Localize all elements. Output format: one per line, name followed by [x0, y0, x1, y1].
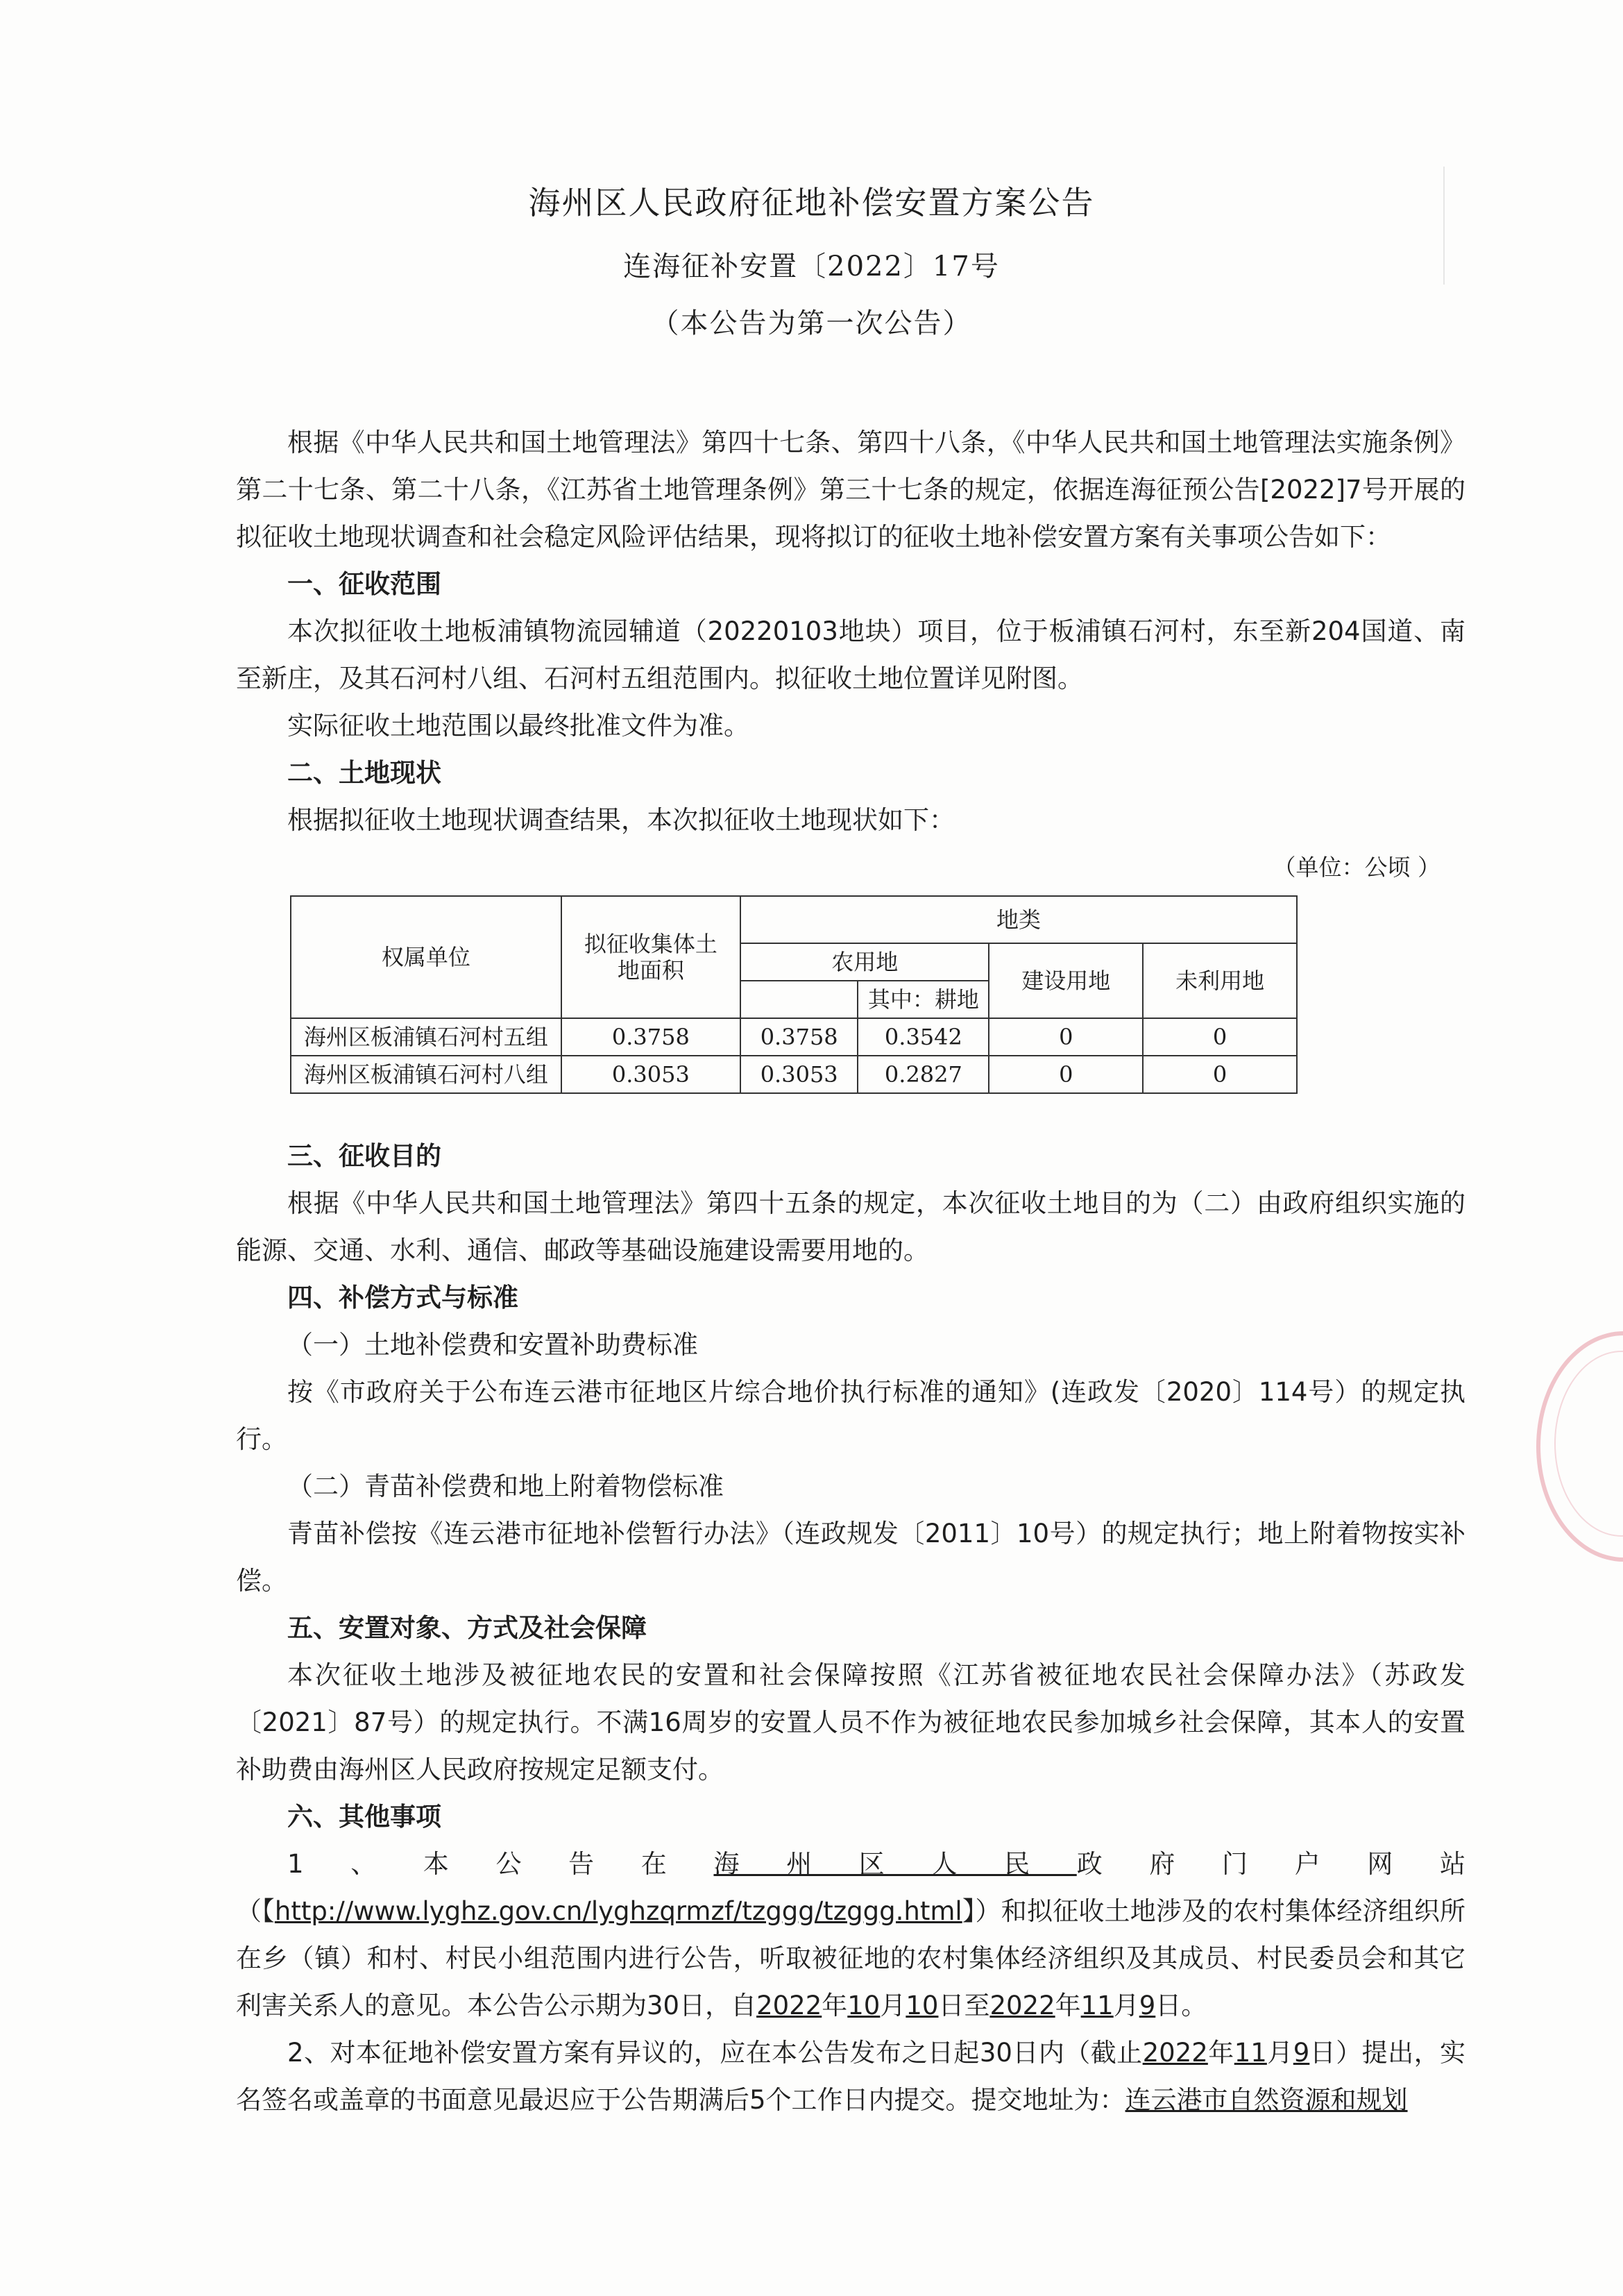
- text: 日。: [1155, 1991, 1207, 2020]
- text: 日至: [938, 1991, 990, 2020]
- table-header-row: [291, 896, 1297, 943]
- cell-owner: 海州区板浦镇石河村八组: [291, 1056, 561, 1093]
- text: 日）提出，实名签名或盖章的书面意见最迟应于公告期满后5个工作日内提交。提交地址为：: [236, 2038, 1466, 2115]
- start-day: 10: [906, 1991, 939, 2020]
- document-body: [236, 419, 1465, 2124]
- cell-farmland: 0.3758: [740, 1018, 858, 1056]
- resettlement-paragraph: 本次征收土地涉及被征地农民的安置和社会保障按照《江苏省被征地农民社会保障办法》（苏政发〔2021〕87号）的规定执行。不满16周岁的安置人员不作为被征地农民参加城乡社会保障，其本人的安置补助费由海州区人民政府按规定足额支付。: [236, 1660, 1465, 1784]
- website-link[interactable]: http://www.lyghz.gov.cn/lyghzqrmzf/tzggg/tzggg.html: [274, 1896, 962, 1926]
- text: 月: [1266, 2038, 1293, 2068]
- text: 年: [1207, 2038, 1234, 2068]
- compensation-subheading-1: （一）土地补偿费和安置补助费标准: [287, 1330, 698, 1360]
- purpose-paragraph: 根据《中华人民共和国土地管理法》第四十五条的规定，本次征收土地目的为（二）由政府组织实施的能源、交通、水利、通信、邮政等基础设施建设需要用地的。: [236, 1188, 1465, 1265]
- scope-paragraph: 本次拟征收土地板浦镇物流园辅道（20220103地块）项目，位于板浦镇石河村，东至新204国道、南至新庄，及其石河村八组、石河村五组范围内。拟征收土地位置详见附图。: [236, 616, 1465, 693]
- deadline-day: 9: [1293, 2038, 1310, 2068]
- text: 月: [880, 1991, 906, 2020]
- header-land-type: 地类: [740, 896, 1297, 943]
- text: 月: [1113, 1991, 1139, 2020]
- scope-final-paragraph: 实际征收土地范围以最终批准文件为准。: [287, 711, 749, 741]
- end-year: 2022: [989, 1991, 1055, 2020]
- header-construction: 建设用地: [989, 943, 1143, 1018]
- compensation-paragraph-1: 按《市政府关于公布连云港市征地区片综合地价执行标准的通知》(连政发〔2020〕114号）的规定执行。: [236, 1377, 1465, 1454]
- land-status-table: [290, 895, 1298, 1094]
- spacer: [236, 1094, 1465, 1133]
- cell-unused: 0: [1143, 1018, 1297, 1056]
- text: 】）和拟征收土地涉及的农村集体经济组织所在乡（镇）和村、村民小组范围内进行公告，听取被征地的农村集体经济组织及其成员、村民委员会和其它利害关系人的意见。本公告公示期为30日，自: [236, 1896, 1466, 2020]
- compensation-paragraph-2: 青苗补偿按《连云港市征地补偿暂行办法》（连政规发〔2011〕10号）的规定执行；地上附着物按实补偿。: [236, 1519, 1465, 1596]
- header-farmland-total: [740, 981, 858, 1018]
- cell-construction: 0: [989, 1018, 1143, 1056]
- document-title: 海州区人民政府征地补偿安置方案公告: [528, 184, 1095, 221]
- intro-paragraph: 根据《中华人民共和国土地管理法》第四十七条、第四十八条，《中华人民共和国土地管理法实施条例》第二十七条、第二十八条，《江苏省土地管理条例》第三十七条的规定，依据连海征预公告[2022]7号开展的拟征收土地现状调查和社会稳定风险评估结果，现将拟订的征收土地补偿安置方案有关事项公告如下：: [236, 428, 1465, 552]
- cell-farmland: 0.3053: [740, 1056, 858, 1093]
- status-paragraph: 根据拟征收土地现状调查结果，本次拟征收土地现状如下：: [287, 805, 955, 835]
- cell-area: 0.3758: [561, 1018, 740, 1056]
- header-owner: 权属单位: [291, 896, 561, 1018]
- website-name: 海州区人民: [713, 1849, 1077, 1879]
- header-unused: 未利用地: [1143, 943, 1297, 1018]
- section-heading-scope: 一、征收范围: [287, 569, 441, 599]
- table-row: [291, 1018, 1297, 1056]
- section-heading-status: 二、土地现状: [287, 758, 441, 788]
- end-month: 11: [1080, 1991, 1114, 2020]
- section-heading-purpose: 三、征收目的: [287, 1141, 441, 1171]
- compensation-subheading-2: （二）青苗补偿费和地上附着物偿标准: [287, 1471, 724, 1501]
- text: 年: [1055, 1991, 1081, 2020]
- text: 1、本公告在: [287, 1849, 714, 1879]
- start-year: 2022: [756, 1991, 822, 2020]
- text: 2、对本征地补偿安置方案有异议的，应在本公告发布之日起30日内（截止: [287, 2038, 1143, 2068]
- submission-address: 连云港市自然资源和规划: [1125, 2085, 1408, 2115]
- other-item-2: [236, 2029, 1465, 2124]
- table-unit-label: （单位：公顷 ）: [1273, 854, 1441, 881]
- end-day: 9: [1139, 1991, 1156, 2020]
- table-row: [291, 1056, 1297, 1093]
- cell-area: 0.3053: [561, 1056, 740, 1093]
- text: 政府门户网站（【: [236, 1849, 1466, 1926]
- cell-cultivated: 0.3542: [858, 1018, 989, 1056]
- start-month: 10: [847, 1991, 881, 2020]
- header-cultivated: 其中：耕地: [858, 981, 989, 1018]
- section-heading-resettlement: 五、安置对象、方式及社会保障: [287, 1613, 647, 1643]
- cell-owner: 海州区板浦镇石河村五组: [291, 1018, 561, 1056]
- section-heading-compensation: 四、补偿方式与标准: [287, 1283, 518, 1312]
- cell-unused: 0: [1143, 1056, 1297, 1093]
- section-heading-other: 六、其他事项: [287, 1802, 441, 1832]
- deadline-year: 2022: [1142, 2038, 1208, 2068]
- document-number: 连海征补安置〔2022〕17号: [623, 251, 1000, 282]
- cell-construction: 0: [989, 1056, 1143, 1093]
- other-item-1: [236, 1841, 1465, 2029]
- deadline-month: 11: [1234, 2038, 1267, 2068]
- notice-note: （本公告为第一次公告）: [651, 307, 972, 339]
- cell-cultivated: 0.2827: [858, 1056, 989, 1093]
- header-area: 拟征收集体土地面积: [561, 896, 740, 1018]
- header-farmland: 农用地: [740, 943, 989, 981]
- text: 年: [822, 1991, 848, 2020]
